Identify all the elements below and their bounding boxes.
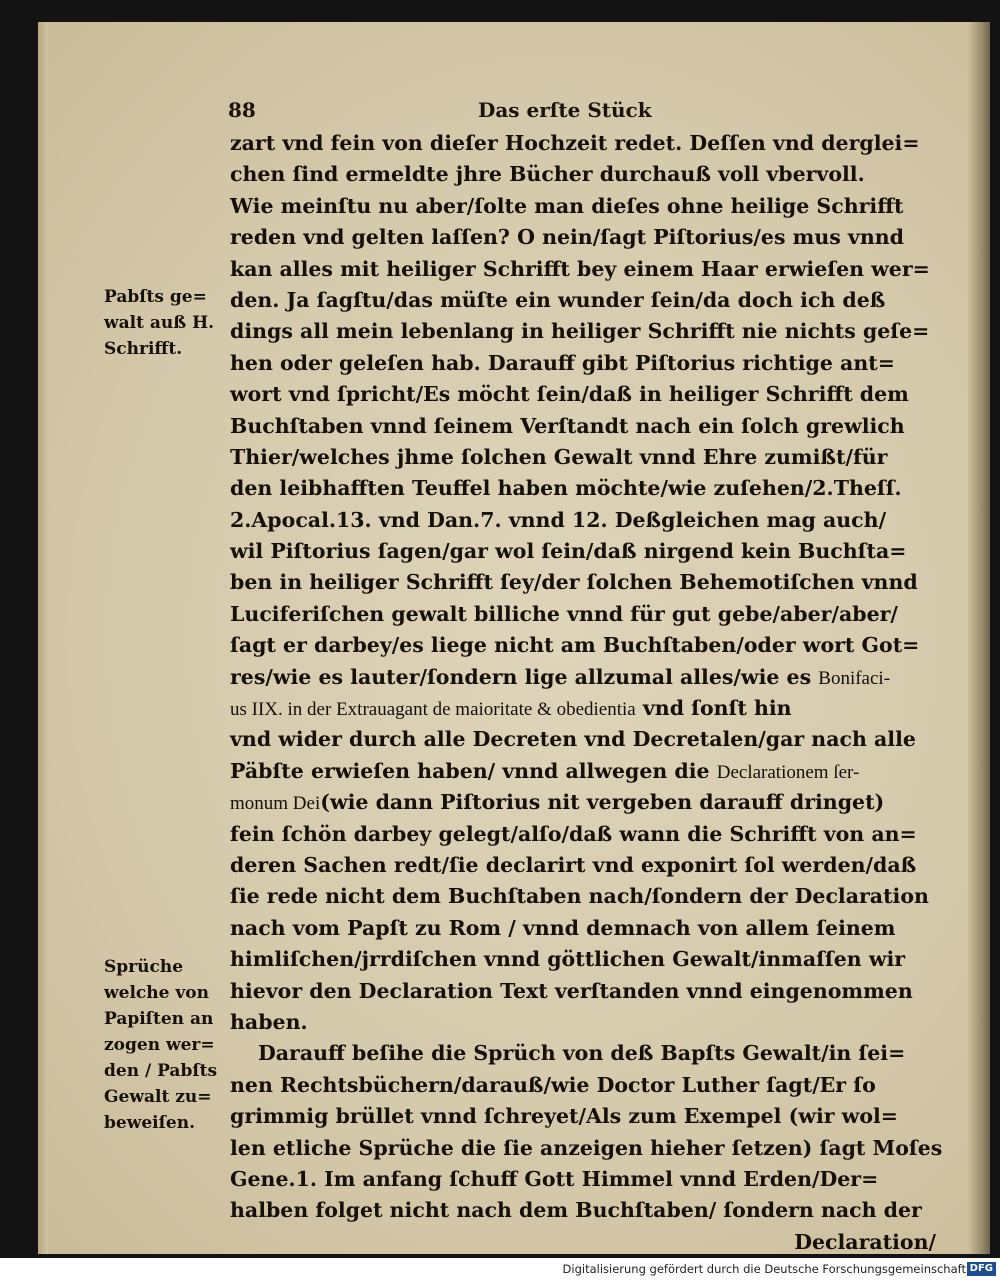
text-line: nach vom Papſt zu Rom / vnnd demnach von allem ſeinem (230, 915, 896, 940)
text-line: len etliche Sprüche die ſie anzeigen hieher ſetzen) ſagt Moſes (230, 1135, 943, 1160)
text-line-part: vnd ſonſt hin (635, 696, 792, 721)
text-line: fein ſchön darbey gelegt/alſo/daß wann die Schrifft von an= (230, 821, 917, 846)
margin-note-line: Papiſten an (104, 1009, 214, 1029)
page-header (228, 98, 938, 124)
text-line: dings all mein lebenlang in heiliger Schrifft nie nichts geſe= (230, 319, 930, 344)
text-line: den leibhafften Teuffel haben möchte/wie zuſehen/2.Theſſ. (230, 476, 902, 501)
text-line: ben in heiliger Schrifft ſey/der ſolchen Behemotiſchen vnnd (230, 570, 918, 595)
margin-note-line: Schrifft. (104, 339, 183, 359)
page-gutter-shadow (38, 22, 48, 1254)
body-text (230, 128, 942, 1258)
margin-note-line: beweiſen. (104, 1113, 196, 1133)
margin-note-line: Gewalt zu= (104, 1087, 212, 1107)
latin-citation: Bonifaci- (818, 667, 891, 689)
page-number: 88 (228, 98, 256, 122)
margin-note-line: Sprüche (104, 957, 184, 977)
latin-citation: Extrauagant de maioritate & obedientia (336, 699, 636, 721)
text-line: Darauff beſihe die Sprüch von deß Bapſts Gewalt/in ſei= (258, 1041, 906, 1066)
text-line: Wie meinſtu nu aber/ſolte man dieſes ohne heilige Schrifft (230, 193, 904, 218)
text-line (230, 787, 942, 818)
text-line: reden vnd gelten laſſen? O nein/ſagt Piſtorius/es mus vnnd (230, 225, 904, 250)
text-line-part: res/wie es lauter/ſondern lige allzumal alles/wie es (230, 664, 819, 689)
latin-citation: monum Dei (230, 793, 321, 815)
text-line: Buchſtaben vnnd ſeinem Verſtandt nach ein ſolch grewlich (230, 413, 905, 438)
text-line (230, 756, 942, 787)
margin-note-line: zogen wer= (104, 1035, 215, 1055)
text-line: zart vnd fein von dieſer Hochzeit redet. Deſſen vnd derglei= (230, 131, 920, 155)
text-line: grimmig brüllet vnnd ſchreyet/Als zum Exempel (wir wol= (230, 1104, 898, 1129)
latin-citation: Declarationem ſer- (716, 761, 860, 783)
text-line (230, 693, 942, 724)
text-line: halben folget nicht nach dem Buchſtaben/ ſondern nach der (230, 1198, 922, 1223)
running-title: Das erſte Stück (478, 98, 652, 122)
margin-note-line: welche von (104, 983, 209, 1003)
margin-note-line: den / Pabſts (104, 1061, 218, 1081)
catchword: Declaration/ (794, 1229, 936, 1254)
text-line: vnd wider durch alle Decreten vnd Decretalen/gar nach alle (230, 727, 916, 752)
text-line-part: Päbſte erwieſen haben/ vnnd allwegen die (230, 758, 717, 783)
text-line (230, 662, 942, 693)
text-line: ſie rede nicht dem Buchſtaben nach/ſondern der Declaration (230, 884, 929, 909)
text-line: den. Ja ſagſtu/das müſte ein wunder ſein/da doch ich deß (230, 287, 886, 312)
text-line: haben. (230, 1009, 308, 1034)
text-line: hievor den Declaration Text verſtanden vnnd eingenommen (230, 978, 913, 1003)
text-line: ſagt er darbey/es liege nicht am Buchſtaben/oder wort Got= (230, 633, 920, 658)
text-line: nen Rechtsbüchern/darauß/wie Doctor Luther ſagt/Er ſo (230, 1072, 876, 1097)
text-line-part: us IIX. in der (230, 699, 337, 721)
text-line: deren Sachen redt/ſie declarirt vnd exponirt ſol werden/daß (230, 852, 917, 877)
margin-note-line: walt auß H. (104, 313, 215, 333)
text-line: 2.Apocal.13. vnd Dan.7. vnnd 12. Deßgleichen mag auch/ (230, 507, 887, 532)
margin-note-papal-authority (104, 284, 232, 362)
text-line: wil Piſtorius ſagen/gar wol ſein/daß nirgend kein Buchſta= (230, 539, 907, 564)
text-line: Thier/welches jhme ſolchen Gewalt vnnd Ehre zumißt/für (230, 444, 888, 469)
margin-note-line: Pabſts ge= (104, 287, 207, 307)
footer-credit: Digitalisierung gefördert durch die Deutsche Forschungsgemeinschaft (562, 1262, 966, 1276)
text-line-part: (wie dann Piſtorius nit vergeben darauff dringet) (320, 790, 885, 815)
text-line: hen oder geleſen hab. Darauff gibt Piſtorius richtige ant= (230, 350, 895, 375)
text-line: chen ſind ermeldte jhre Bücher durchauß voll vbervoll. (230, 162, 865, 187)
text-line: Gene.1. Im anfang ſchuff Gott Himmel vnnd Erden/Der= (230, 1166, 879, 1191)
footer-bar (0, 1258, 1000, 1280)
text-line: wort vnd ſpricht/Es möcht ſein/daß in heiliger Schrifft dem (230, 382, 909, 407)
dfg-logo-icon: DFG (967, 1262, 996, 1276)
text-line: kan alles mit heiliger Schrifft bey einem Haar erwieſen wer= (230, 256, 930, 281)
page-edge-shadow (968, 22, 990, 1254)
margin-note-sayings (104, 954, 232, 1136)
text-line: himliſchen/jrrdiſchen vnnd göttlichen Gewalt/inmaſſen wir (230, 947, 906, 972)
text-line: Luciferiſchen gewalt billiche vnnd für gut gebe/aber/aber/ (230, 601, 898, 626)
